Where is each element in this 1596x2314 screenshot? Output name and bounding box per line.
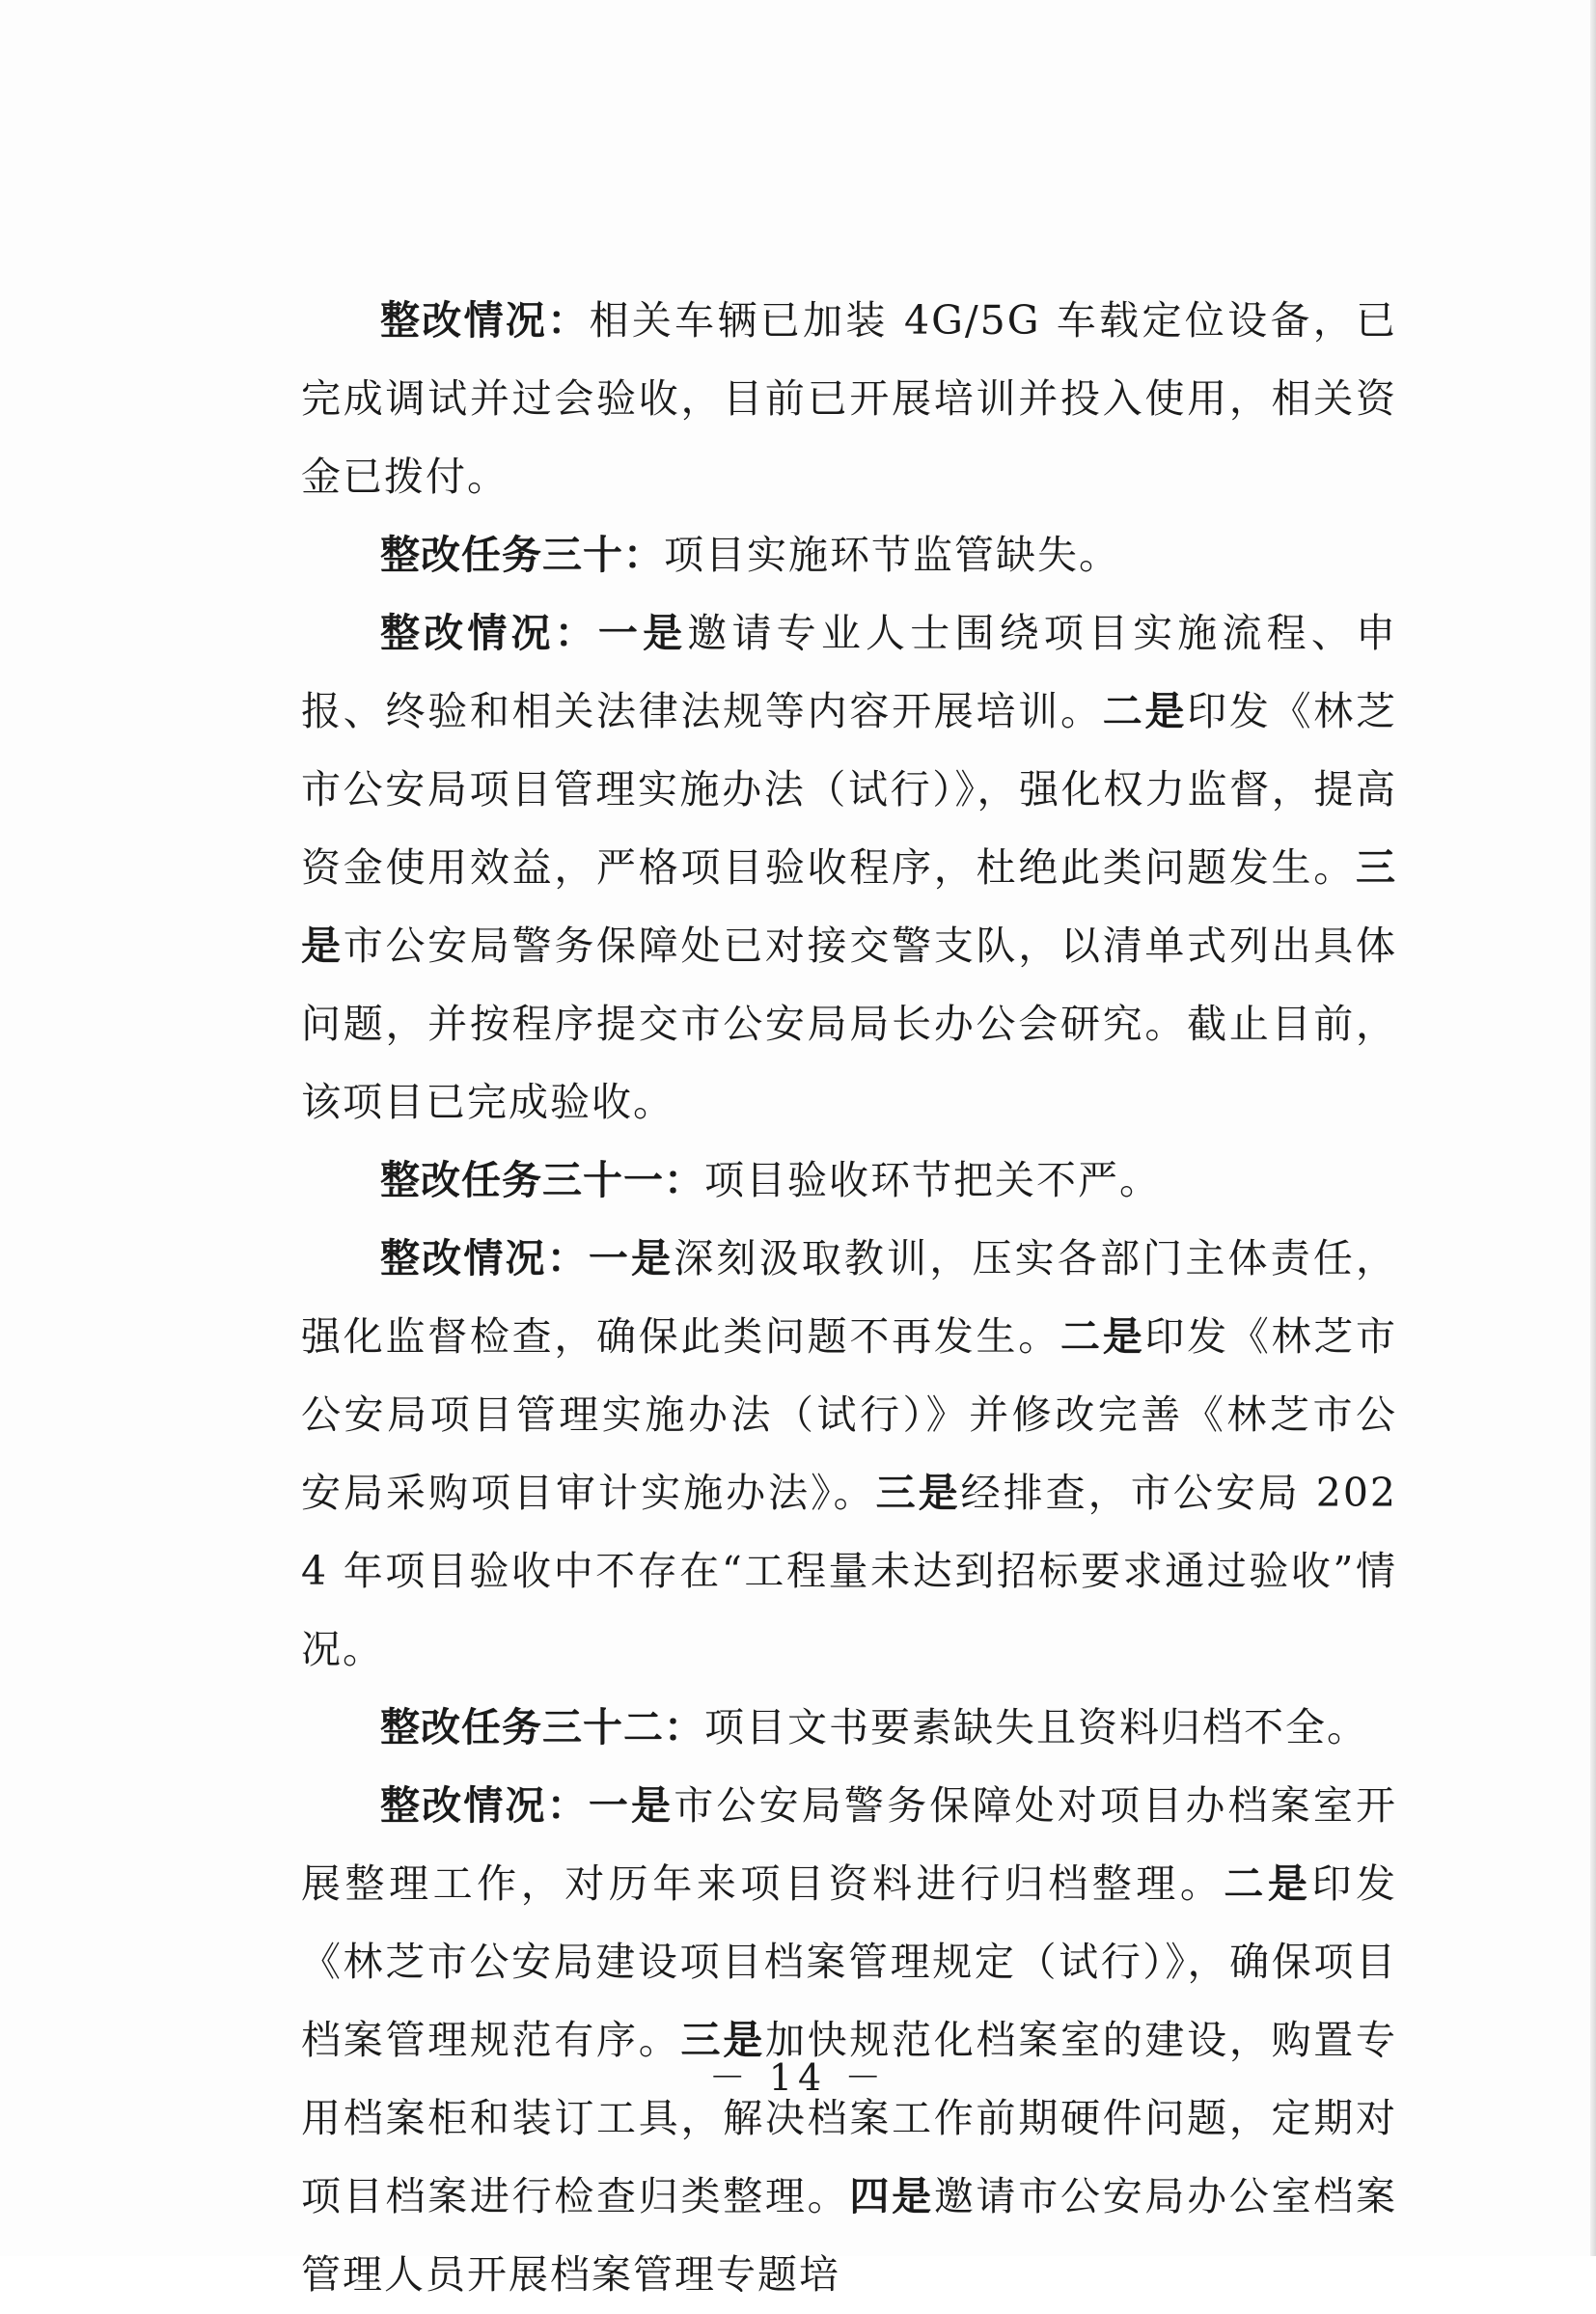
paragraph-lead-heading: 整改任务三十一：	[380, 1157, 704, 1203]
paragraph-lead-heading: 整改情况：	[380, 1782, 589, 1829]
paragraph-text: 项目实施环节监管缺失。	[664, 532, 1120, 578]
paragraph-text: 市公安局警务保障处已对接交警支队，以清单式列出具体问题，并按程序提交市公安局局长办公会研究。截止目前，该项目已完成验收。	[301, 923, 1398, 1125]
paragraph-text: 印发《林芝市公安局建设项目档案管理规定（试行）》，确保项目档案管理规范有序。	[301, 1860, 1398, 2063]
paragraph-lead-heading: 整改任务三十：	[380, 532, 664, 578]
paragraph	[301, 1142, 1397, 1220]
paragraph-text: 邀请市公安局办公室档案管理人员开展档案管理专题培	[301, 2173, 1398, 2298]
document-body	[301, 282, 1397, 2314]
enumeration-marker: 三是	[301, 844, 1397, 969]
enumeration-marker: 一是	[588, 1235, 674, 1281]
paragraph	[301, 516, 1397, 594]
page-number: － 14 －	[708, 2056, 888, 2099]
paragraph	[301, 594, 1397, 1142]
paragraph-text: 印发《林芝市公安局项目管理实施办法（试行）》并修改完善《林芝市公安局采购项目审计实施办法》。	[301, 1313, 1398, 1516]
paragraph-text: 深刻汲取教训，压实各部门主体责任，强化监督检查，确保此类问题不再发生。	[301, 1235, 1398, 1360]
enumeration-marker: 二是	[1059, 1313, 1145, 1360]
paragraph-text: 邀请专业人士围绕项目实施流程、申报、终验和相关法律法规等内容开展培训。	[301, 610, 1398, 734]
paragraph-lead-heading: 整改情况：	[380, 1235, 589, 1281]
paragraph-text: 印发《林芝市公安局项目管理实施办法（试行）》，强化权力监督，提高资金使用效益，严格项目验收程序，杜绝此类问题发生。	[301, 688, 1398, 891]
enumeration-marker: 二是	[1102, 688, 1188, 734]
paragraph-text: 经排查，市公安局 2024 年项目验收中不存在“工程量未达到招标要求通过验收”情况。	[301, 1470, 1398, 1672]
paragraph	[301, 282, 1397, 516]
enumeration-marker: 一是	[588, 1782, 674, 1829]
enumeration-marker: 三是	[680, 2017, 765, 2063]
paragraph-text: 项目文书要素缺失且资料归档不全。	[704, 1704, 1368, 1750]
paragraph-lead-heading: 整改情况：	[380, 297, 590, 344]
scan-edge-shadow	[1590, 0, 1596, 2256]
paragraph	[301, 1220, 1397, 1689]
paragraph	[301, 1689, 1397, 1767]
paragraph-lead-heading: 整改情况：	[380, 610, 598, 656]
paragraph	[301, 1767, 1397, 2314]
enumeration-marker: 四是	[849, 2173, 934, 2219]
paragraph-text: 项目验收环节把关不严。	[704, 1157, 1161, 1203]
enumeration-marker: 三是	[875, 1470, 961, 1516]
paragraph-text: 加快规范化档案室的建设，购置专用档案柜和装订工具，解决档案工作前期硬件问题，定期对项目档案进行检查归类整理。	[301, 2017, 1398, 2219]
paragraph-text: 相关车辆已加装 4G/5G 车载定位设备，已完成调试并过会验收，目前已开展培训并投入使用，相关资金已拨付。	[301, 297, 1398, 500]
paragraph-lead-heading: 整改任务三十二：	[380, 1704, 704, 1750]
paragraph-text: 市公安局警务保障处对项目办档案室开展整理工作，对历年来项目资料进行归档整理。	[301, 1782, 1398, 1907]
enumeration-marker: 二是	[1224, 1860, 1312, 1907]
enumeration-marker: 一是	[597, 610, 688, 656]
